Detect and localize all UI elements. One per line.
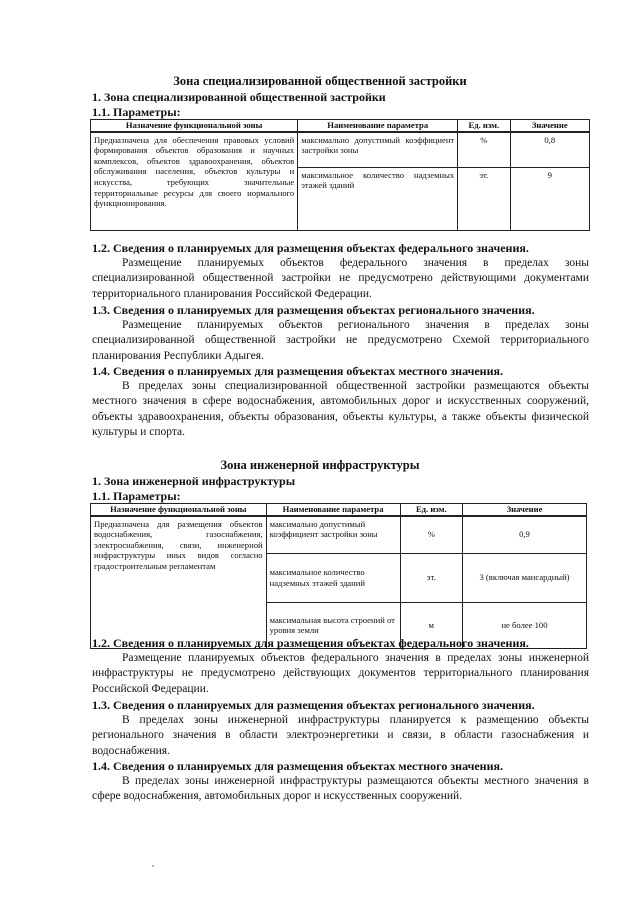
table-row [91,132,590,168]
section1-regional-text: Размещение планируемых объектов регионального значения в пределах зоны специализированной общественной застройки не предусмотрено Схемой территориального планирования Республики Адыгея. [92,319,589,362]
param-name-cell: максимально допустимый коэффициент застройки зоны [298,132,458,168]
param-name-cell: максимальная высота строений от уровня земли [266,602,400,648]
param-unit-cell: эт. [458,167,510,230]
param-value-cell: не более 100 [462,602,586,648]
param-unit-cell: эт. [400,553,462,602]
zone-purpose-cell: Предназначена для обеспечения правовых условий формирования объектов образования и научных комплексов, объектов здравоохранения, объектов обслуживания населения, объектов культуры и искусства, требующих значительные территориальные ресурсы для своего нормального функционирования. [91,132,298,231]
column-header-value: Значение [510,120,590,132]
param-unit-cell: % [400,516,462,554]
column-header-value: Значение [462,504,586,516]
zone-purpose-cell: Предназначена для размещения объектов водоснабжения, газоснабжения, электроснабжения, связи, инженерной инфраструктуры иных видов согласно градостроительным регламентам [91,516,267,649]
column-header-param: Наименование параметра [266,504,400,516]
section1-params-heading: 1.1. Параметры: [92,105,181,119]
section1-regional-heading: 1.3. Сведения о планируемых для размещения объектах регионального значения. [92,303,535,317]
section2-local-text: В пределах зоны инженерной инфраструктуры размещаются объекты местного значения в сфере водоснабжения, автомобильных дорог и искусственных сооружений. [92,775,589,803]
section2-params-heading: 1.1. Параметры: [92,489,181,503]
section2-regional-text: В пределах зоны инженерной инфраструктуры планируется к размещению объекты регионального значения в области электроэнергетики и связи, в области газоснабжения и водоснабжения. [92,714,589,757]
section2-regional-heading: 1.3. Сведения о планируемых для размещения объектах регионального значения. [92,698,535,712]
table-header-row [91,120,590,132]
section2-federal-text: Размещение планируемых объектов федерального значения в пределах зоны инженерной инфраструктуры не предусмотрено действующих документов территориального планирования Российской Федерации. [92,652,589,695]
section2-local-heading: 1.4. Сведения о планируемых для размещения объектах местного значения. [92,759,503,773]
param-name-cell: максимальное количество надземных этажей зданий [298,167,458,230]
stray-mark: , [152,859,154,868]
param-value-cell: 0,9 [462,516,586,554]
column-header-unit: Ед. изм. [400,504,462,516]
section1-federal-heading: 1.2. Сведения о планируемых для размещения объектах федерального значения. [92,241,529,255]
column-header-purpose: Назначение функциональной зоны [91,504,267,516]
param-value-cell: 9 [510,167,590,230]
section1-params-table [90,119,590,231]
section1-heading: 1. Зона специализированной общественной застройки [92,90,386,104]
param-name-cell: максимально допустимый коэффициент застройки зоны [266,516,400,554]
section1-local-text: В пределах зоны специализированной общественной застройки размещаются объекты местного значения в сфере водоснабжения, автомобильных дорог и искусственных сооружений, объекты здравоохранения, объекты образования, объекты культуры, а также объекты физической культуры и спорта. [92,380,589,438]
table-row [91,516,587,554]
section2-title: Зона инженерной инфраструктуры [220,458,420,472]
column-header-purpose: Назначение функциональной зоны [91,120,298,132]
section2-federal-heading: 1.2. Сведения о планируемых для размещения объектах федерального значения. [92,636,529,650]
section2-heading: 1. Зона инженерной инфраструктуры [92,474,296,488]
param-name-cell: максимальное количество надземных этажей зданий [266,553,400,602]
column-header-param: Наименование параметра [298,120,458,132]
param-unit-cell: м [400,602,462,648]
section2-params-table [90,503,587,649]
param-unit-cell: % [458,132,510,168]
section1-federal-text: Размещение планируемых объектов федерального значения в пределах зоны специализированной общественной застройки не предусмотрено действующими документами территориального планирования Российской Федерации. [92,257,589,300]
column-header-unit: Ед. изм. [458,120,510,132]
section1-local-heading: 1.4. Сведения о планируемых для размещения объектах местного значения. [92,364,503,378]
section1-title: Зона специализированной общественной застройки [173,74,467,88]
table-header-row [91,504,587,516]
param-value-cell: 3 (включая мансардный) [462,553,586,602]
param-value-cell: 0,8 [510,132,590,168]
